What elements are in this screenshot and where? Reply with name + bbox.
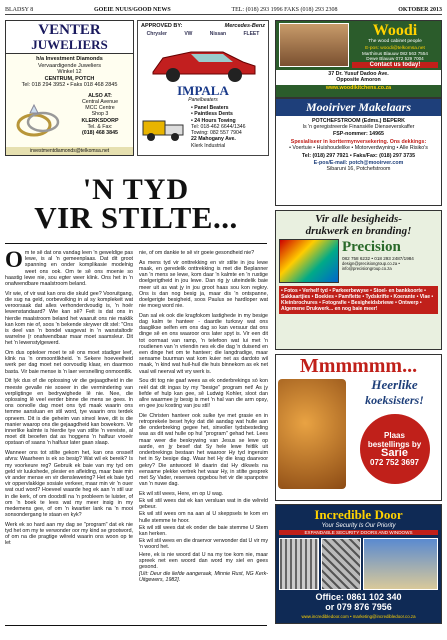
prayer-line: Here, ek is nie woord dat U na my toe kom nie, maar spreek net een woord dan word my siel en gees gesond. — [139, 551, 268, 571]
ad-pb-fleet: FLEET — [243, 31, 260, 37]
ad-pb-line3: • 24 Hours Towing — [191, 117, 236, 124]
article-source: [Uit: Deur die liefde aangeraak, Minnie Rust, NG Kerk-Uitgewers, 1982]. — [139, 571, 268, 584]
ad-kek-badge1: Plaas — [384, 431, 405, 440]
house-image — [363, 538, 438, 590]
title-rule — [5, 243, 267, 244]
prayer-line: Ek wil stil wees, Here, en op U wag. — [139, 490, 224, 497]
ad-pre-email: design@precisiongroup.co.za • info@precisiongroup.co.za — [342, 261, 400, 271]
ad-kek-badge2: bestellings by — [367, 440, 422, 449]
ad-venter-branch2: MCC Centre — [85, 105, 115, 112]
koeksister-image — [278, 379, 346, 489]
header-contact: TEL: (018) 293 1996 FAKS (018) 293 2308 — [231, 6, 338, 13]
ad-pb-brand4: Nissan — [209, 31, 227, 37]
ad-venter-juweliers[interactable] — [5, 20, 134, 156]
ad-woodi-addr2: Opposite Amoron — [336, 77, 381, 84]
paragraph: Dan sal ek ook die kragfokom lastighede in my besige dag kalm te hanteer - daardie turksvy wat ons daaglikse selfen em ons dag so kan versuur dat ons dinge sê en ons waaroor ons later spyt is. Vir een dit tot oormaat van ramp, 'n telefoon wat lui met 'n roudienen van 'n vriendin nes ek die dag 'n duisend en een dinge het om te hanteer; die langdradige, maar sensame buurman wat kom kuier net as dardoto wil maak, 'n kind wat huil-huil die huis binnekom as ek net vaal wil neerval wit vry werk is. — [139, 312, 268, 375]
ad-mak-fsp: FSP-nommer: 14965 — [333, 130, 384, 137]
article-column-1 — [5, 250, 133, 620]
paragraph: m te sê dat ons vandag leen 'n geweldige pas lewe, is al 'n gemeenplaas. Dat dit groot spanning en onder komplikasie modelnig weet ons ook. Om te sê ons moenie so haastig lewe nie, sou egter weer klink. Ons het in 'n onafwendbare maalstroom beland. — [5, 250, 133, 288]
ad-mak-reg: Is 'n geregistreerde Finansiële Dienseverskaffer — [302, 124, 415, 131]
paragraph: Om dus opteloer moet te sê ons moet stadiger leef, klink na 'n onmoontlikheid. 'n Sekere hoeveelheid werk per dag moet net oorvoudig klaar, en daarmoo basta. Vir baie mense is 'n laer versnelling onmoontlik. — [5, 350, 133, 375]
ad-venter-mall: CENTRUM, POTCH — [44, 75, 95, 82]
ring-image — [8, 93, 66, 143]
prayer-line: Ek wil stil wees dat ek kan versluan wat in die wêreld gebeur. — [139, 498, 268, 511]
bottom-rule — [5, 625, 267, 626]
ad-venter-branch: Central Avenue — [81, 98, 119, 105]
ad-venter-branch3: Shop 3 — [91, 111, 109, 118]
door-image — [279, 538, 319, 590]
ad-pb-brand: Mercedes-Benz — [224, 23, 265, 29]
ad-venter-tagline2: Vervaardigende Juweliers — [38, 62, 101, 69]
printer-image — [279, 239, 339, 283]
ad-woodi-tag: The wood cabinet people — [368, 39, 422, 44]
prayer-line: Ek wil stil wees en die draervor verwonder dat U vir my 'n woord het. — [139, 538, 268, 551]
ad-incredible-door[interactable] — [275, 504, 442, 624]
ad-woodi-phone1: Marthinus Blauuw 082 563 7554 — [362, 51, 428, 56]
ad-pb-brand2: Chrysler — [146, 31, 167, 37]
ad-woodi-addr: 37 Dr. Yusuf Dadoo Ave. — [328, 71, 389, 77]
car-image — [143, 40, 263, 84]
ad-venter-name: VENTER — [38, 22, 101, 38]
article-column-2 — [139, 250, 268, 620]
page-number: BLADSY 8 — [5, 6, 34, 13]
ad-pre-items: • Fotos • Verhelf tyd • Parkeerbewyse • Stoel- en bankkoorte • Sakkaartjies • Boekies • Pamflette • Tydskrifte • Koerante • Vlae • Kleinbrochures • Fotografie • Besigheidsbriewe • Ontwerp • Algemene Drukwerk... en nog baie meer! — [279, 286, 438, 314]
drop-cap: O — [5, 250, 23, 272]
ad-pb-line2: • Paintless Dents — [191, 111, 233, 118]
paragraph: nie, of om dankie te sê vir goeie gesondheid nie? — [139, 250, 255, 256]
ad-mak-email: E-pos/E-mail: potch@mooirver.com — [313, 159, 404, 166]
page-header — [5, 5, 442, 15]
ad-venter-tel: Tel: 018 294 3952 • Faks 018 468 2845 — [21, 82, 118, 88]
ad-kek-headline: Mmmmmm... — [299, 355, 418, 377]
kitchen-image — [279, 23, 349, 67]
ad-inc-office: Office: 0861 102 340 — [315, 592, 402, 602]
paragraph: Werk ek so hard aan my dag se "program" dat ek nie tyd het om my te verwonder oor my kind se grootword, of om na die pragtige wêreld waarin ons woon op te let — [5, 521, 133, 547]
ad-woodi-phone2: Dewe Blauuw 072 529 7004 — [366, 56, 424, 61]
article-title-line2: VIR STILTE... — [34, 200, 238, 235]
ad-mak-tel: Tel: (018) 297 7921 • Faks/Fax: (018) 297 3735 — [301, 153, 416, 160]
ad-woodi-email: E-pos: woodi@telkomsa.net — [365, 46, 425, 51]
ad-venter-name2: JUWELIERS — [31, 37, 108, 52]
ad-pb-logo: IMPALA — [177, 83, 229, 98]
ad-pb-tel: Tel: 018-462 6644/1346 — [191, 123, 246, 130]
ad-pb-addr: 22 Mahogany Ave. — [191, 136, 236, 143]
ad-inc-web[interactable]: www.incredibledoor.com • marketing@incredibledoor.co.za — [301, 614, 416, 619]
paragraph: Wanneer ons tot stilte gekom het, kan ons onsself afvra: Waarheen is ek so besig? Wat wil ek bereik? Is my voorkeure reg? Gebruik ek baie van my tyd om geld vir luukshede, plesier en afleiding, maar baie min vir ander mense en vir dienslewering? Het ek baie tyd vir oppervlakkige sosiale verkeer, maar min vir 'n ouer wat oud word? Hoeveel waarde heg ek aan 'n stil uur in die kerk, of om doodstil na 'n probleem te luister, of om 'n boek te lees wat my meer insig in my medemens gee, of om 'n kwartier lank na 'n mooi sonsondergang te staan en kyk? — [5, 450, 133, 519]
ad-woodi-name: Woodi — [372, 22, 418, 39]
paragraph: Vir wie, of vir wat kan ons die skuld gee? Vooruitgang, die sug na geld, oorbevolking in al sy komplekeit wat veroorsaak dat alles verhonderdvoudig is, 'n hoër lewenstandaard? Wie kan sê? Feit is dat ons in hierdie maalstroom beland het waaruit ons nie maklik kan kom nie of, soos 'n bekende skrywer dit stel: "Ons is deel van 'n bondel vasgevat in 'n wanstaltodir warrelne (r onafwendbaar maar moet saamsleur. Dit het 'n lewenstylgewerd. — [5, 290, 133, 347]
ad-kek-h2: Heerlike — [371, 377, 418, 392]
ad-pb-line1: • Panel Beaters — [191, 105, 229, 111]
ad-pb-brand3: VW — [184, 31, 193, 37]
ad-pre-name: Precision — [342, 239, 401, 255]
ad-pre-top2: drukwerk en branding! — [305, 225, 412, 237]
ad-venter-also: ALSO AT: — [88, 92, 112, 99]
ad-woodi-contact: Contact us today! — [352, 62, 438, 68]
article-title — [5, 173, 267, 235]
ad-precision[interactable] — [275, 210, 442, 350]
ad-pre-tel: 082 758 6232 • 018 293 2487/1984 — [342, 256, 414, 261]
ad-inc-name: Incredible Door — [314, 507, 403, 522]
ad-woodi-web[interactable]: www.woodikitchens.co.za — [325, 84, 392, 91]
ad-pb-addr2: Klerk Industrial — [191, 142, 226, 149]
ad-pb-approved: APPROVED BY: — [141, 23, 183, 29]
ad-kek-h3: koeksisters! — [365, 393, 424, 407]
ad-mak-bullets: • Voertuie • Huishoudelike • Motorverdwyning • Alle Risiko's — [289, 145, 428, 152]
article-title-line1: 'N TYD — [82, 173, 190, 206]
ad-panelbeaters[interactable] — [137, 20, 269, 156]
issue-date: OKTOBER 2013 — [398, 6, 442, 13]
ad-venter-tel2-label: Tel. & Fax: — [87, 123, 113, 130]
paragraph: Sou dit tog nie gaaf wees as ek onderbrekings só kon reël dat dit ingas by my "besige" program net! As jy liefde ef hulp kan gee, sê Ludwig Kohler, sloot dan allre waarmee jy besig is met 'n hal van die arm opsy, en gee jou kosting van jou stil! — [139, 378, 268, 410]
ad-kek-badge3: Sarie — [381, 447, 408, 459]
tow-truck-image — [141, 105, 187, 145]
prayer-line: Ek wil stil wees dat ek onder die baie stemme U Stem kan herken. — [139, 524, 268, 538]
ad-pre-top: Vir alle besigheids- — [315, 213, 402, 225]
window-image — [321, 538, 361, 590]
ad-venter-email[interactable]: investmentdiamonds@telkomsa.net — [6, 147, 133, 155]
ad-mak-name: Mooiriver Makelaars — [276, 99, 441, 116]
ad-venter-tagline: h/a Investment Diamonds — [36, 56, 103, 62]
ad-venter-tel2: (018) 468 3845 — [82, 130, 118, 137]
ad-pb-tow: Towing: 082 557 7904 — [191, 130, 242, 137]
ad-venter-shop: Winkel 12 — [57, 69, 82, 75]
ad-mak-town: POTCHEFSTROOM (Edms.) BEPERK — [312, 118, 405, 124]
ad-venter-town: KLERKSDORP — [81, 117, 119, 124]
ad-woodi[interactable] — [275, 20, 442, 98]
ad-mak-spec: Spesialiseer in korttermynversekering. Ons dekkings: — [290, 138, 427, 145]
ad-koeksisters[interactable] — [275, 354, 442, 501]
ad-pb-logo-sub: Panelbeaters — [188, 97, 218, 103]
paragraph: Dit lyk dus of die oplossing vir die gejaagdheid in die meeste gevalle nie soseer in die vermindering van verpligtinge en bedrywighede lê nie. Nee, die oplossing lê veel eerder binne die mens se gees. In ons oorvolle dag moet ons tyd maak waarin ons temme aansluan en stil word, tye waarin ons terdek opneem. Dit is die geheim van sinvol lewe, dit is die manier waarop ons die gejaagdheid kan bowekom. Vir innerlike kalmte is hierdie tye van stilte 'n vereiste, al moet dit beoefen dat as ŉoggens 'n halfuur vroeër opstaan of saans 'n halfuur later gaan slaap. — [5, 378, 133, 447]
ad-kek-badge — [360, 414, 430, 484]
ad-mak-addr: Sibaruni 16, Potchefstroom — [326, 166, 391, 173]
ad-inc-tag: Your Security Is Our Priority — [321, 523, 396, 529]
publication-name: GOEIE NUUS/GOOD NEWS — [94, 6, 171, 13]
prayer — [139, 491, 268, 570]
prayer-line: Ek wil stil wees om na aan al U skeppsels te kom en hulle stemme te hoor. — [139, 511, 268, 524]
paragraph: As mens tyd vir onttrekking en vir stilte in jou lewe maak, en geredelik onttrekking is met die Beplanner van 'n mens se lewe, kom daar 'n kalmte en 'n rustige doelgerigtheid in jou lewe. Dan rig jy uiteindelik baie meer uit as wat jy in jou groot haas sou kon regkry. Ons is dan nog besig ja, maar dis 'n ontspanne, doelgerigte besigheid, soos Paulus se hardloper wat nie moeg word nie. — [139, 259, 268, 310]
paragraph: Die Christen hanteer ook sulke tye met grasie en in retroprekele beset hyky dat dié aandag wat hulle aan die onderbreking gegee het, sinvoller tydsbesteding was as dit wat hulle op hul "program" gehad het. Lees maar weer die beskrywing van Jesus se lewe op aarde, en jy besef dat Sy hele lewe feitlik uit onderbrekings bestaan het waaroor Hy tyd ingeruim het in Sy besige dag. Waar het Hy die krag daarvoor gekry? Die antwoord lê daarin dat Hy dikwels na eensame plekke vertrek het waar Hy, in stilte gesprek met Sy Vader, reserwes opgebou het vir die spanpotre van 'n nuwe dag. — [139, 412, 268, 488]
ad-mooiriver-makelaars[interactable] — [275, 98, 442, 206]
ad-kek-phone: 072 752 3697 — [370, 458, 419, 467]
ad-inc-tag2: EXPANDABLE SECURITY DOORS AND WINDOWS — [279, 530, 438, 535]
ad-inc-mobile: or 079 876 7956 — [325, 602, 392, 612]
